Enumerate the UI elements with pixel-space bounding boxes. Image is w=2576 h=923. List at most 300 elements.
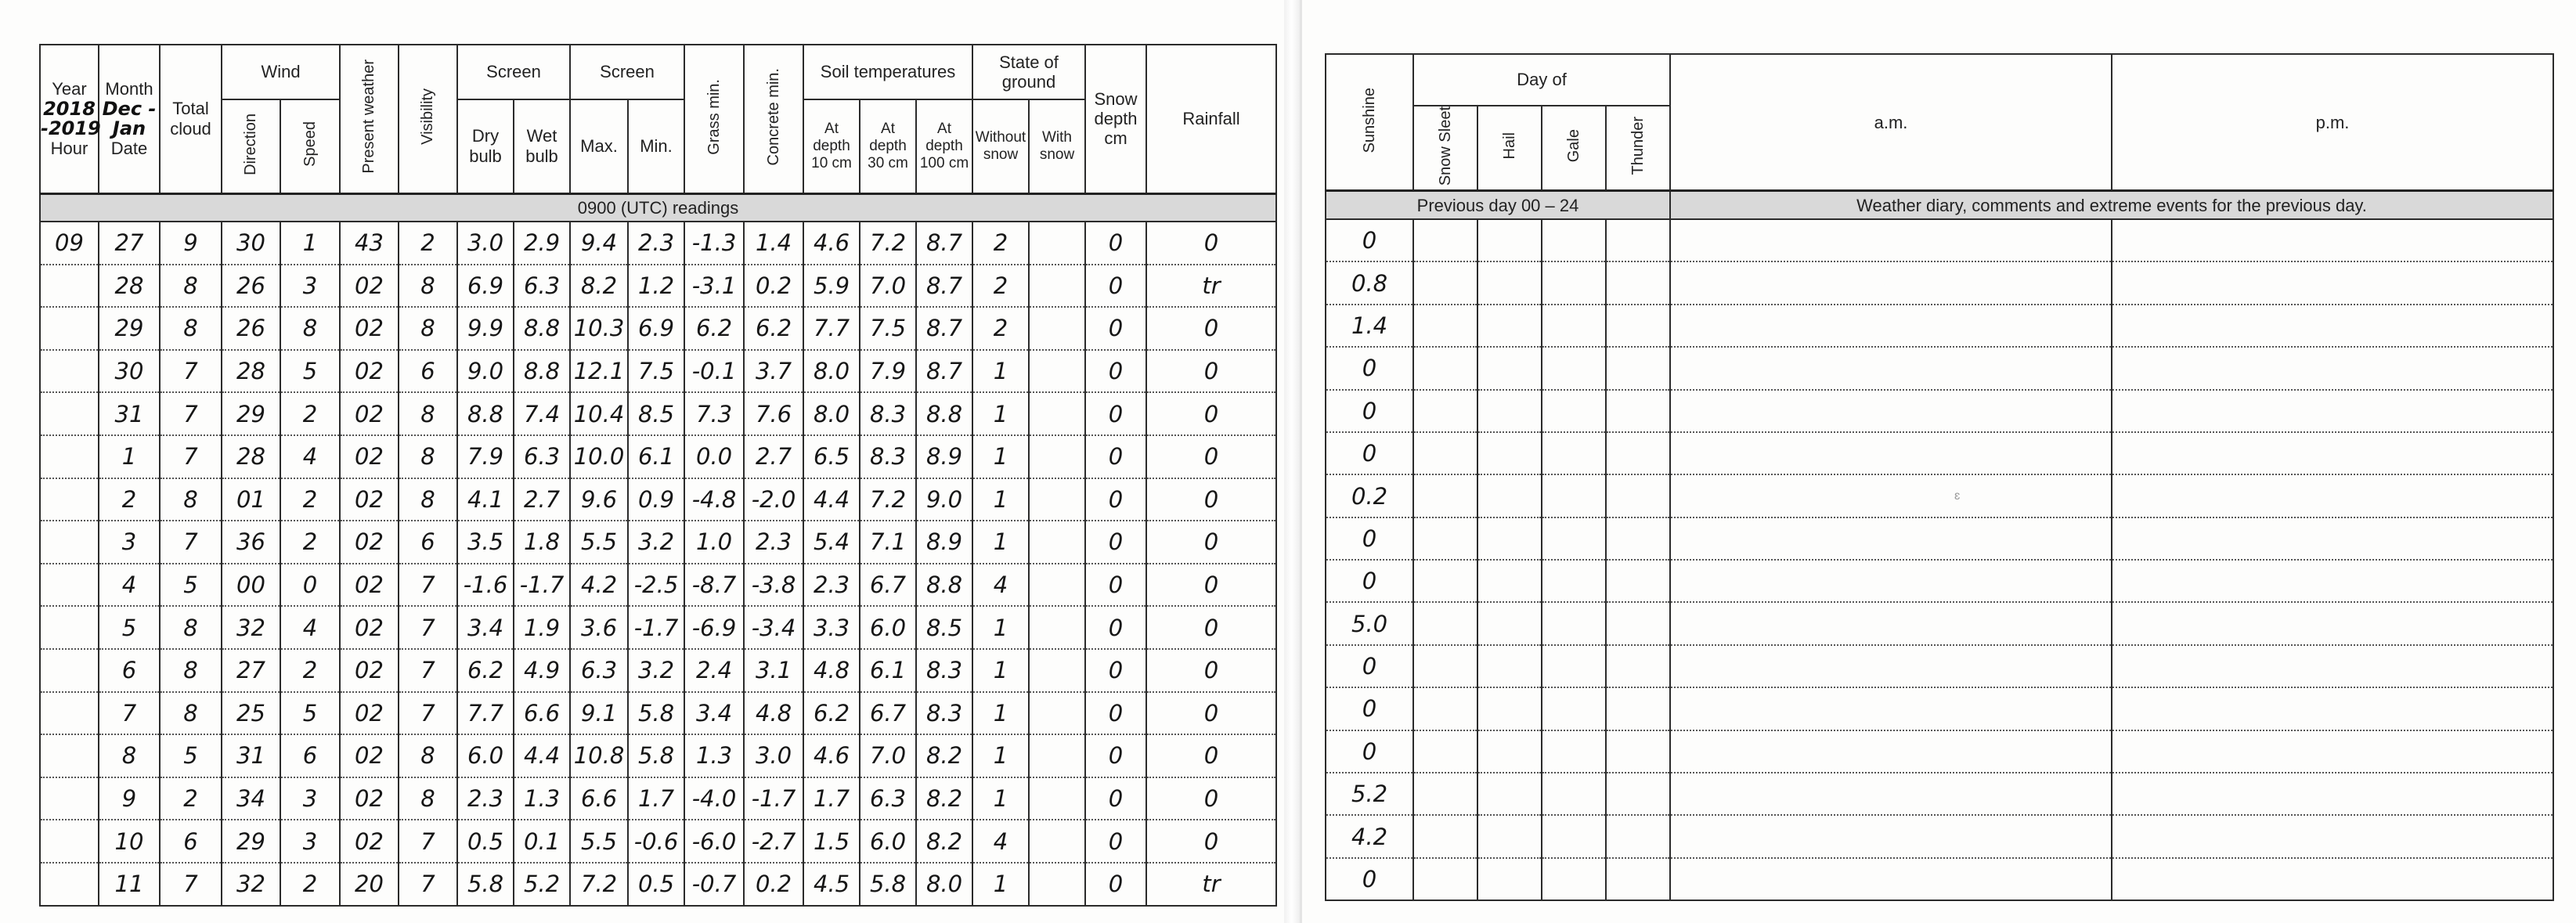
day-of-cell — [1606, 432, 1670, 474]
without-snow-header: Without snow — [972, 99, 1029, 193]
reading-cell: 6.6 — [514, 692, 570, 735]
reading-cell: 26 — [222, 265, 280, 308]
reading-row — [40, 777, 1276, 820]
reading-cell — [1029, 392, 1085, 435]
sunshine-cell: 0 — [1326, 687, 1413, 730]
reading-cell: 3.3 — [803, 606, 860, 649]
reading-cell: 5.8 — [628, 692, 684, 735]
day-of-cell — [1477, 517, 1542, 560]
reading-cell: 8 — [160, 692, 222, 735]
reading-cell: 0 — [1146, 606, 1276, 649]
reading-cell: 6.9 — [457, 265, 514, 308]
diary-row — [1326, 560, 2553, 602]
reading-cell: 7.3 — [684, 392, 744, 435]
reading-cell: 8 — [399, 265, 457, 308]
diary-pm-cell — [2112, 645, 2553, 687]
reading-cell: 4.6 — [803, 222, 860, 265]
soil-temperatures-header: Soil temperatures — [803, 45, 972, 99]
reading-cell: 1.3 — [514, 777, 570, 820]
reading-cell: 7.2 — [570, 863, 628, 906]
diary-pm-cell — [2112, 474, 2553, 517]
day-of-cell — [1542, 474, 1606, 517]
reading-cell: 2 — [280, 649, 340, 692]
reading-cell: -2.5 — [628, 564, 684, 607]
reading-cell: 0 — [1085, 435, 1146, 478]
reading-cell: 5.5 — [570, 521, 628, 564]
reading-cell: 0 — [1085, 392, 1146, 435]
day-of-cell — [1542, 390, 1606, 432]
reading-cell: 1.8 — [514, 521, 570, 564]
reading-cell: 2 — [280, 392, 340, 435]
reading-cell: 1.5 — [803, 820, 860, 863]
day-of-cell — [1413, 219, 1477, 261]
reading-cell: 6.0 — [860, 820, 916, 863]
day-of-cell — [1542, 687, 1606, 730]
reading-cell: 7.9 — [860, 350, 916, 393]
reading-cell: 2.4 — [684, 649, 744, 692]
reading-cell: 8.8 — [514, 350, 570, 393]
reading-cell: 9.0 — [916, 478, 972, 521]
day-of-cell — [1413, 560, 1477, 602]
screen-maxmin-header: Screen — [570, 45, 684, 99]
reading-cell: 2 — [160, 777, 222, 820]
reading-cell: 2 — [972, 307, 1029, 350]
year-hour-header: Year 2018 -2019 Hour — [40, 45, 99, 193]
day-of-cell — [1606, 474, 1670, 517]
reading-cell: 6.0 — [860, 606, 916, 649]
reading-cell — [1029, 649, 1085, 692]
day-of-cell — [1413, 645, 1477, 687]
reading-cell: 9.6 — [570, 478, 628, 521]
reading-row — [40, 307, 1276, 350]
day-of-cell — [1542, 645, 1606, 687]
book-gutter — [1284, 0, 1300, 923]
state-of-ground-header: State of ground — [972, 45, 1085, 99]
reading-cell: 4.6 — [803, 734, 860, 777]
reading-cell: 8.8 — [916, 392, 972, 435]
day-of-cell — [1477, 432, 1542, 474]
diary-row — [1326, 645, 2553, 687]
reading-cell: 2 — [972, 265, 1029, 308]
day-of-cell — [1413, 687, 1477, 730]
reading-cell: 4.5 — [803, 863, 860, 906]
reading-cell: 2.3 — [628, 222, 684, 265]
reading-row — [40, 478, 1276, 521]
reading-cell: 3.7 — [744, 350, 803, 393]
total-cloud-header: Total cloud — [160, 45, 222, 193]
reading-cell: 5.9 — [803, 265, 860, 308]
reading-row — [40, 350, 1276, 393]
diary-row — [1326, 858, 2553, 900]
reading-cell: 0 — [1085, 606, 1146, 649]
reading-cell: 5.8 — [860, 863, 916, 906]
diary-am-cell — [1670, 347, 2112, 389]
day-of-cell — [1413, 773, 1477, 815]
reading-cell: 30 — [222, 222, 280, 265]
snow-sleet-header: Snow Sleet — [1413, 106, 1477, 191]
soil-100cm-header: At depth 100 cm — [916, 99, 972, 193]
reading-cell: 2.3 — [457, 777, 514, 820]
reading-cell: 6 — [160, 820, 222, 863]
reading-cell: 8.2 — [570, 265, 628, 308]
reading-cell: 9.4 — [570, 222, 628, 265]
day-of-cell — [1413, 347, 1477, 389]
reading-cell: 7 — [160, 521, 222, 564]
reading-cell: 6 — [99, 649, 160, 692]
reading-cell: 6 — [399, 350, 457, 393]
day-of-cell — [1477, 347, 1542, 389]
diary-pm-cell — [2112, 432, 2553, 474]
day-of-cell — [1542, 261, 1606, 304]
reading-cell: 7 — [160, 350, 222, 393]
day-of-cell — [1413, 602, 1477, 644]
reading-cell: 7.9 — [457, 435, 514, 478]
hail-header: Hail — [1477, 106, 1542, 191]
reading-cell — [1029, 564, 1085, 607]
reading-cell: 6.7 — [860, 564, 916, 607]
reading-cell: 6.2 — [457, 649, 514, 692]
day-of-cell — [1413, 517, 1477, 560]
reading-cell: 28 — [222, 350, 280, 393]
reading-cell: 7 — [160, 435, 222, 478]
sunshine-cell: 0 — [1326, 517, 1413, 560]
day-of-cell — [1477, 560, 1542, 602]
reading-cell: 7 — [399, 606, 457, 649]
reading-cell: 1 — [972, 435, 1029, 478]
reading-cell — [40, 820, 99, 863]
diary-pm-cell — [2112, 305, 2553, 347]
reading-cell: 8.2 — [916, 734, 972, 777]
reading-cell: 8.2 — [916, 820, 972, 863]
reading-cell: 0 — [280, 564, 340, 607]
reading-cell: 4.4 — [803, 478, 860, 521]
reading-cell: 0 — [1085, 222, 1146, 265]
reading-cell: 8 — [160, 606, 222, 649]
reading-cell — [1029, 777, 1085, 820]
reading-cell: 2 — [972, 222, 1029, 265]
reading-cell: 0 — [1146, 820, 1276, 863]
reading-row — [40, 392, 1276, 435]
sunshine-cell: 0 — [1326, 730, 1413, 773]
reading-cell: 7 — [99, 692, 160, 735]
year-value: 2018 -2019 — [41, 97, 101, 139]
reading-cell: 29 — [222, 820, 280, 863]
snow-depth-header: Snow depth cm — [1085, 45, 1146, 193]
reading-cell: 00 — [222, 564, 280, 607]
reading-cell: 7.5 — [860, 307, 916, 350]
reading-cell: 3.0 — [744, 734, 803, 777]
reading-cell: 36 — [222, 521, 280, 564]
reading-cell: 9.1 — [570, 692, 628, 735]
day-of-cell — [1606, 687, 1670, 730]
reading-cell: 6.2 — [684, 307, 744, 350]
wet-bulb-header: Wet bulb — [514, 99, 570, 193]
reading-cell: 0.1 — [514, 820, 570, 863]
reading-cell: 1 — [972, 392, 1029, 435]
reading-cell: 1 — [972, 734, 1029, 777]
reading-cell: 3 — [280, 777, 340, 820]
reading-cell: 8.0 — [803, 350, 860, 393]
reading-row — [40, 692, 1276, 735]
reading-cell: 02 — [340, 307, 399, 350]
day-of-cell — [1542, 432, 1606, 474]
reading-cell: 1.3 — [684, 734, 744, 777]
reading-cell — [40, 564, 99, 607]
reading-cell: 5 — [280, 692, 340, 735]
reading-cell: 31 — [222, 734, 280, 777]
reading-cell: 3.6 — [570, 606, 628, 649]
reading-cell: 32 — [222, 606, 280, 649]
day-of-cell — [1606, 773, 1670, 815]
reading-cell: 0 — [1085, 307, 1146, 350]
day-of-cell — [1413, 432, 1477, 474]
reading-cell: 2.3 — [803, 564, 860, 607]
reading-cell: 32 — [222, 863, 280, 906]
reading-cell: 02 — [340, 265, 399, 308]
reading-cell: 7 — [399, 820, 457, 863]
reading-cell — [40, 392, 99, 435]
reading-cell: -2.7 — [744, 820, 803, 863]
reading-cell: -0.6 — [628, 820, 684, 863]
sunshine-cell: 4.2 — [1326, 815, 1413, 857]
day-of-cell — [1477, 858, 1542, 900]
day-of-cell — [1542, 730, 1606, 773]
reading-cell: 02 — [340, 350, 399, 393]
reading-cell: 5.2 — [514, 863, 570, 906]
day-of-cell — [1413, 474, 1477, 517]
reading-cell: 0 — [1085, 564, 1146, 607]
reading-row — [40, 649, 1276, 692]
reading-cell: 7.7 — [803, 307, 860, 350]
diary-pm-cell — [2112, 560, 2553, 602]
reading-cell — [1029, 521, 1085, 564]
gale-header: Gale — [1542, 106, 1606, 191]
diary-am-cell — [1670, 858, 2112, 900]
reading-row — [40, 820, 1276, 863]
max-header: Max. — [570, 99, 628, 193]
day-of-cell — [1413, 815, 1477, 857]
reading-cell: 3.2 — [628, 649, 684, 692]
reading-cell: -1.6 — [457, 564, 514, 607]
diary-am-cell — [1670, 602, 2112, 644]
reading-cell: 6.3 — [860, 777, 916, 820]
reading-cell: 0 — [1146, 350, 1276, 393]
diary-am-cell — [1670, 517, 2112, 560]
diary-am-cell — [1670, 305, 2112, 347]
reading-cell: 9.9 — [457, 307, 514, 350]
reading-cell: 02 — [340, 392, 399, 435]
present-weather-header: Present weather — [340, 45, 399, 193]
day-of-cell — [1477, 390, 1542, 432]
diary-pm-cell — [2112, 773, 2553, 815]
day-of-cell — [1542, 602, 1606, 644]
reading-cell: 3.5 — [457, 521, 514, 564]
reading-cell — [1029, 350, 1085, 393]
diary-am-cell — [1670, 432, 2112, 474]
diary-pm-cell — [2112, 687, 2553, 730]
reading-cell: 27 — [99, 222, 160, 265]
reading-cell: 30 — [99, 350, 160, 393]
reading-cell: 6.7 — [860, 692, 916, 735]
reading-cell: 29 — [99, 307, 160, 350]
reading-cell: 5.8 — [457, 863, 514, 906]
reading-cell: 6.2 — [803, 692, 860, 735]
reading-cell: 28 — [99, 265, 160, 308]
previous-day-banner: Previous day 00 – 24 — [1326, 191, 1670, 219]
sunshine-cell: 0.2 — [1326, 474, 1413, 517]
day-of-cell — [1606, 645, 1670, 687]
reading-cell: 8.2 — [916, 777, 972, 820]
day-of-cell — [1542, 858, 1606, 900]
reading-cell: 8.3 — [860, 435, 916, 478]
reading-cell: 5.8 — [628, 734, 684, 777]
sunshine-cell: 0 — [1326, 645, 1413, 687]
reading-row — [40, 863, 1276, 906]
day-of-cell — [1542, 347, 1606, 389]
day-of-cell — [1413, 390, 1477, 432]
day-of-cell — [1606, 560, 1670, 602]
diary-row — [1326, 474, 2553, 517]
reading-cell: 4.2 — [570, 564, 628, 607]
reading-cell: 7.0 — [860, 734, 916, 777]
reading-cell: 29 — [222, 392, 280, 435]
reading-cell: 34 — [222, 777, 280, 820]
sunshine-cell: 0.8 — [1326, 261, 1413, 304]
reading-cell: 0 — [1146, 692, 1276, 735]
reading-cell — [40, 863, 99, 906]
reading-cell: 8.0 — [916, 863, 972, 906]
reading-cell: 02 — [340, 606, 399, 649]
reading-cell: 7 — [399, 692, 457, 735]
reading-cell: -3.4 — [744, 606, 803, 649]
day-of-cell — [1477, 730, 1542, 773]
reading-cell: 6 — [399, 521, 457, 564]
day-of-cell — [1477, 773, 1542, 815]
sunshine-cell: 0 — [1326, 390, 1413, 432]
reading-cell: 0 — [1146, 649, 1276, 692]
reading-cell: 7.5 — [628, 350, 684, 393]
faint-pencil-mark: ɛ — [1954, 489, 1961, 503]
reading-cell: 1 — [972, 777, 1029, 820]
reading-cell: 1 — [972, 649, 1029, 692]
reading-cell: 6.9 — [628, 307, 684, 350]
am-header: a.m. — [1670, 54, 2112, 191]
diary-row — [1326, 687, 2553, 730]
reading-cell: 7.6 — [744, 392, 803, 435]
day-of-cell — [1542, 517, 1606, 560]
reading-cell: 3.4 — [457, 606, 514, 649]
reading-cell: 0 — [1085, 649, 1146, 692]
reading-cell: 25 — [222, 692, 280, 735]
reading-cell — [40, 350, 99, 393]
reading-cell: -1.3 — [684, 222, 744, 265]
reading-cell: 0.5 — [457, 820, 514, 863]
reading-cell: 20 — [340, 863, 399, 906]
reading-cell: 9 — [99, 777, 160, 820]
reading-cell: 5 — [99, 606, 160, 649]
diary-pm-cell — [2112, 347, 2553, 389]
reading-cell: 12.1 — [570, 350, 628, 393]
reading-cell: 5 — [160, 734, 222, 777]
reading-cell: 2.9 — [514, 222, 570, 265]
reading-cell: 43 — [340, 222, 399, 265]
reading-cell: 0 — [1146, 564, 1276, 607]
reading-cell: 27 — [222, 649, 280, 692]
reading-cell: 10.8 — [570, 734, 628, 777]
reading-cell: 8.7 — [916, 222, 972, 265]
reading-cell: 4.1 — [457, 478, 514, 521]
reading-cell: 5 — [280, 350, 340, 393]
reading-cell: -1.7 — [744, 777, 803, 820]
diary-row — [1326, 730, 2553, 773]
reading-cell: 0 — [1146, 222, 1276, 265]
reading-cell: 4.8 — [803, 649, 860, 692]
thunder-header: Thunder — [1606, 106, 1670, 191]
reading-cell: 8.3 — [860, 392, 916, 435]
reading-cell: 8.8 — [916, 564, 972, 607]
reading-cell — [40, 478, 99, 521]
reading-cell: 8 — [99, 734, 160, 777]
reading-cell: 10.0 — [570, 435, 628, 478]
reading-cell: 0 — [1085, 265, 1146, 308]
reading-cell: 0 — [1085, 863, 1146, 906]
reading-cell: 8.8 — [457, 392, 514, 435]
reading-cell: 02 — [340, 820, 399, 863]
reading-cell: 0 — [1146, 307, 1276, 350]
day-of-cell — [1606, 305, 1670, 347]
screen-header: Screen — [457, 45, 570, 99]
day-of-cell — [1606, 347, 1670, 389]
sunshine-cell: 0 — [1326, 219, 1413, 261]
day-of-cell — [1413, 305, 1477, 347]
reading-cell: -6.9 — [684, 606, 744, 649]
reading-cell: 8 — [160, 649, 222, 692]
reading-cell: 10.3 — [570, 307, 628, 350]
month-value: Dec -Jan — [102, 97, 157, 139]
month-date-header: Month Dec -Jan Date — [99, 45, 160, 193]
diary-row — [1326, 432, 2553, 474]
reading-cell: 5.5 — [570, 820, 628, 863]
diary-row — [1326, 517, 2553, 560]
reading-cell: 4.9 — [514, 649, 570, 692]
day-of-cell — [1477, 687, 1542, 730]
reading-cell: 7.2 — [860, 478, 916, 521]
day-of-cell — [1606, 219, 1670, 261]
weather-diary-table — [1325, 53, 2554, 901]
reading-row — [40, 435, 1276, 478]
reading-cell: 8 — [160, 307, 222, 350]
reading-cell — [40, 521, 99, 564]
reading-cell: 1 — [99, 435, 160, 478]
reading-cell — [40, 734, 99, 777]
diary-pm-cell — [2112, 517, 2553, 560]
day-of-cell — [1477, 305, 1542, 347]
reading-cell: 8 — [160, 265, 222, 308]
reading-cell: 0.2 — [744, 265, 803, 308]
day-of-cell — [1606, 602, 1670, 644]
reading-cell: 31 — [99, 392, 160, 435]
with-snow-header: With snow — [1029, 99, 1085, 193]
diary-pm-cell — [2112, 261, 2553, 304]
reading-row — [40, 564, 1276, 607]
reading-cell: 8 — [160, 478, 222, 521]
diary-row — [1326, 261, 2553, 304]
wind-header: Wind — [222, 45, 340, 99]
reading-cell — [1029, 435, 1085, 478]
reading-cell: 9.0 — [457, 350, 514, 393]
diary-pm-cell — [2112, 602, 2553, 644]
day-of-cell — [1606, 390, 1670, 432]
